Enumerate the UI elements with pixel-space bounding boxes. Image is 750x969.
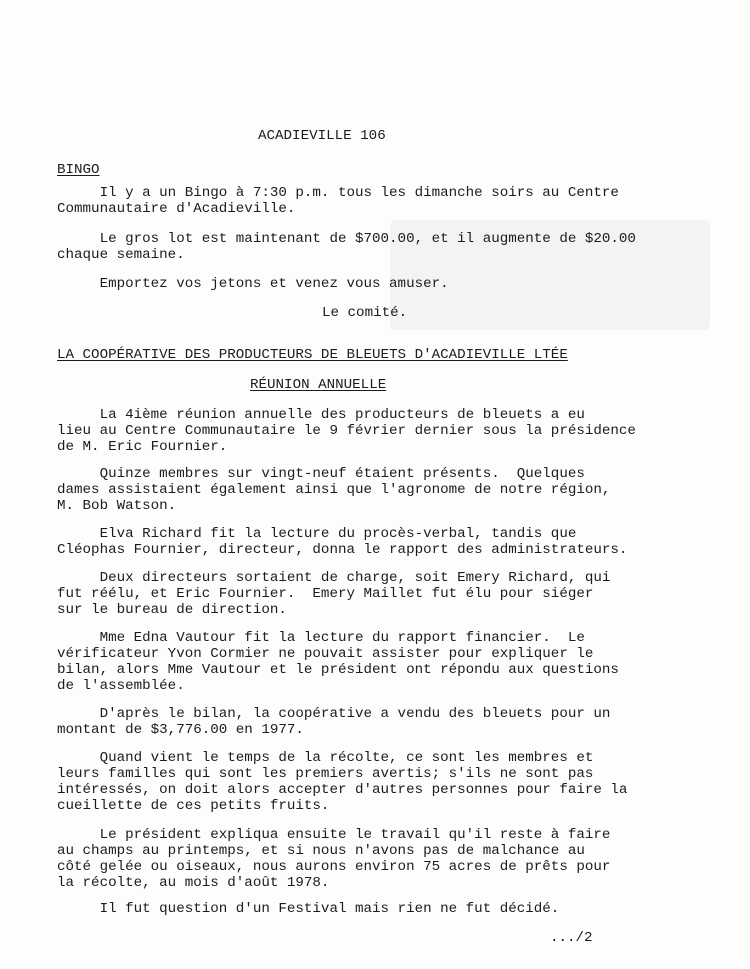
coop-p2-line1: Quinze membres sur vingt-neuf étaient présents. Quelques [57,466,585,482]
coop-p5-line2: vérificateur Yvon Cormier ne pouvait assister pour expliquer le [57,646,594,662]
coop-p5-line1: Mme Edna Vautour fit la lecture du rapport financier. Le [57,630,585,646]
coop-p4-line1: Deux directeurs sortaient de charge, soit Emery Richard, qui [57,570,611,586]
coop-p7-line2: leurs familles qui sont les premiers avertis; s'ils ne sont pas [57,766,594,782]
bingo-p1-line1: Il y a un Bingo à 7:30 p.m. tous les dimanche soirs au Centre [57,185,619,201]
bingo-p1-line2: Communautaire d'Acadieville. [57,201,296,217]
coop-p5-line4: de l'assemblée. [57,678,185,694]
bingo-p2-line1: Le gros lot est maintenant de $700.00, et il augmente de $20.00 [57,231,636,247]
coop-p7-line3: intéressés, on doit alors accepter d'autres personnes pour faire la [57,782,628,798]
bingo-p2-line2: chaque semaine. [57,247,185,263]
coop-p6-line1: D'après le bilan, la coopérative a vendu des bleuets pour un [57,706,611,722]
coop-p4-line3: sur le bureau de direction. [57,602,287,618]
bingo-signature: Le comité. [322,305,408,321]
coop-p2-line3: M. Bob Watson. [57,498,177,514]
coop-p2-line2: dames assistaient également ainsi que l'agronome de notre région, [57,482,611,498]
coop-p8-line2: au champs au printemps, et si nous n'avons pas de malchance au [57,843,585,859]
coop-p7-line4: cueillette de ces petits fruits. [57,798,330,814]
coop-p8-line3: côté gelée ou oiseaux, nous aurons environ 75 acres de prêts pour [57,859,611,875]
coop-p8-line4: la récolte, au mois d'août 1978. [57,875,330,891]
coop-title: LA COOPÉRATIVE DES PRODUCTEURS DE BLEUETS D'ACADIEVILLE LTÉE [57,347,568,363]
coop-p3-line1: Elva Richard fit la lecture du procès-verbal, tandis que [57,526,577,542]
coop-p3-line2: Cléophas Fournier, directeur, donna le rapport des administrateurs. [57,542,628,558]
coop-p7-line1: Quand vient le temps de la récolte, ce sont les membres et [57,750,594,766]
coop-p5-line3: bilan, alors Mme Vautour et le président ont répondu aux questions [57,662,619,678]
coop-p8-line1: Le président expliqua ensuite le travail qu'il reste à faire [57,827,611,843]
bingo-title: BINGO [57,162,100,178]
coop-p9: Il fut question d'un Festival mais rien ne fut décidé. [57,901,560,917]
continuation-marker: .../2 [550,930,593,946]
bingo-p3: Emportez vos jetons et venez vous amuser. [57,276,449,292]
coop-p1-line3: de M. Eric Fournier. [57,439,228,455]
coop-p6-line2: montant de $3,776.00 en 1977. [57,722,304,738]
coop-p1-line1: La 4ième réunion annuelle des producteurs de bleuets a eu [57,407,585,423]
page-header: ACADIEVILLE 106 [258,128,386,144]
coop-p4-line2: fut réélu, et Eric Fournier. Emery Maillet fut élu pour siéger [57,586,594,602]
coop-p1-line2: lieu au Centre Communautaire le 9 février dernier sous la présidence [57,423,636,439]
coop-subtitle: RÉUNION ANNUELLE [250,377,387,393]
